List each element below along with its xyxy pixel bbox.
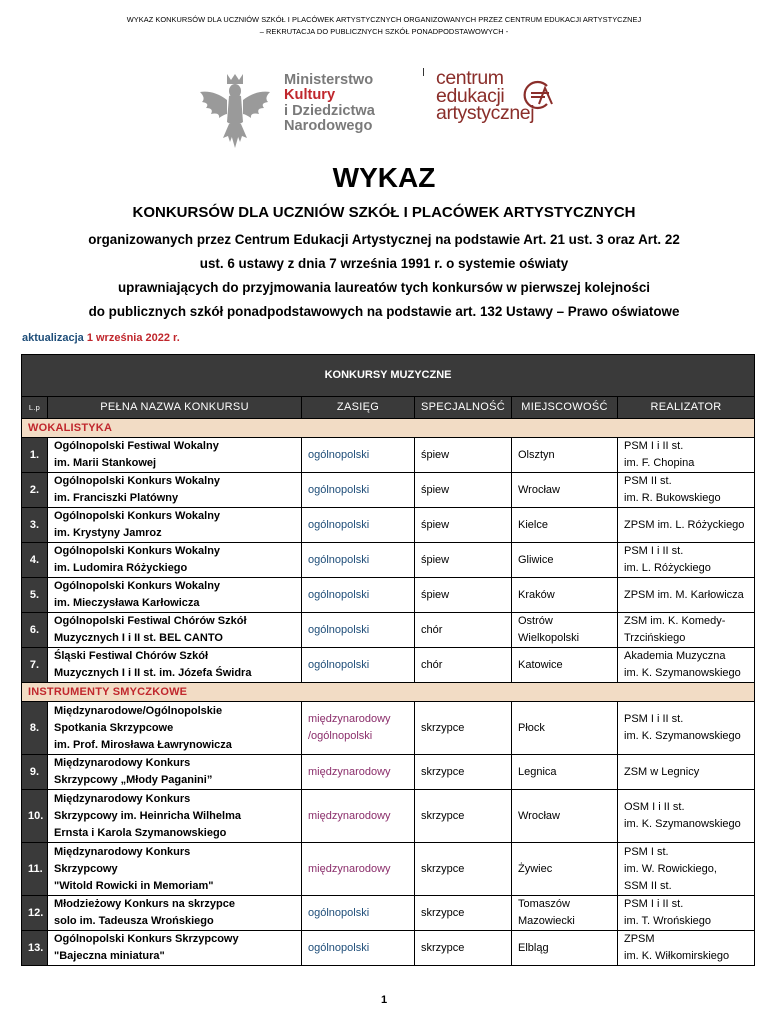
ministry-logo-line-4: Narodowego	[284, 118, 373, 135]
ministry-logo-text	[284, 73, 375, 135]
row-number: 1.	[22, 438, 48, 473]
row-number: 12.	[22, 896, 48, 931]
competition-specialty: skrzypce	[415, 702, 512, 755]
column-header-lp: L.p	[22, 397, 48, 419]
competition-organizer-line: im. F. Chopina	[624, 457, 695, 469]
competition-scope-line: ogólnopolski	[308, 658, 370, 671]
competition-scope-line: ogólnopolski	[308, 483, 370, 496]
table-row	[22, 613, 755, 648]
competition-name-line: Ogólnopolski Konkurs Wokalny	[54, 510, 221, 522]
competition-name-line: Ernsta i Karola Szymanowskiego	[54, 826, 227, 839]
competition-name-line: Ogólnopolski Festiwal Wokalny	[54, 440, 219, 452]
page-subtitle: KONKURSÓW DLA UCZNIÓW SZKÓŁ I PLACÓWEK ARTYSTYCZNYCH	[132, 204, 636, 221]
competition-specialty: chór	[415, 648, 512, 683]
competition-place	[512, 931, 618, 966]
table-row	[22, 648, 755, 683]
competition-name	[48, 438, 302, 473]
competition-organizer	[618, 648, 755, 683]
competition-place-line: Wrocław	[518, 809, 560, 822]
competition-organizer-line: im. L. Różyckiego	[624, 562, 711, 574]
competition-name-line: Międzynarodowy Konkurs	[54, 757, 191, 769]
competition-place-line: Elbląg	[518, 941, 549, 954]
table-row	[22, 702, 755, 755]
competition-place-line: Mazowiecki	[518, 915, 575, 927]
competition-organizer-line: ZPSM im. L. Różyckiego	[624, 518, 745, 531]
competition-specialty: śpiew	[415, 473, 512, 508]
competition-organizer-line: im. T. Wrońskiego	[624, 915, 712, 927]
table-row	[22, 790, 755, 843]
table-row	[22, 931, 755, 966]
description-line-4: do publicznych szkół ponadpodstawowych na podstawie art. 132 Ustawy – Prawo oświatowe	[88, 304, 680, 319]
row-number: 7.	[22, 648, 48, 683]
competition-name-line: "Witold Rowicki in Memoriam"	[54, 879, 214, 892]
competition-scope	[302, 473, 415, 508]
competition-name-line: Międzynarodowy Konkurs	[54, 792, 191, 805]
competition-scope	[302, 438, 415, 473]
competition-organizer	[618, 578, 755, 613]
column-header-row	[22, 397, 755, 419]
row-number: 9.	[22, 755, 48, 790]
competition-place-line: Tomaszów	[518, 898, 570, 910]
table-row	[22, 896, 755, 931]
row-number: 13.	[22, 931, 48, 966]
competition-scope-line: ogólnopolski	[308, 906, 370, 919]
competition-place-line: Ostrów	[518, 615, 553, 627]
table-row	[22, 508, 755, 543]
table-row	[22, 473, 755, 508]
competition-organizer	[618, 931, 755, 966]
competition-organizer	[618, 438, 755, 473]
polish-eagle-icon	[196, 70, 274, 150]
competition-name-line: Międzynarodowe/Ogólnopolskie	[54, 704, 223, 717]
competition-organizer-line: PSM I i II st.	[624, 713, 684, 725]
competition-specialty: śpiew	[415, 508, 512, 543]
competition-place-line: Katowice	[518, 658, 563, 671]
competition-organizer-line: ZSM w Legnicy	[624, 765, 700, 778]
competition-organizer	[618, 755, 755, 790]
description-line-1: organizowanych przez Centrum Edukacji Artystycznej na podstawie Art. 21 ust. 3 oraz Art. 22	[88, 232, 680, 247]
competition-organizer-line: SSM II st.	[624, 879, 672, 892]
competition-place	[512, 755, 618, 790]
competition-scope-line: międzynarodowy	[308, 713, 391, 725]
competition-scope	[302, 896, 415, 931]
competition-name	[48, 543, 302, 578]
competition-name-line: Skrzypcowy im. Heinricha Wilhelma	[54, 809, 241, 822]
cea-logo-line-2: edukacji	[436, 84, 505, 107]
row-number: 4.	[22, 543, 48, 578]
competition-scope	[302, 578, 415, 613]
competition-place	[512, 896, 618, 931]
competition-name-line: Spotkania Skrzypcowe	[54, 721, 174, 734]
competition-organizer-line: PSM I i II st.	[624, 545, 684, 557]
competition-name-line: im. Mieczysława Karłowicza	[54, 597, 200, 609]
competition-organizer-line: im. W. Rowickiego,	[624, 862, 717, 875]
competition-scope-line: /ogólnopolski	[308, 730, 373, 742]
competition-organizer-line: Trzcińskiego	[624, 632, 686, 644]
description-line-2: ust. 6 ustawy z dnia 7 września 1991 r. o systemie oświaty	[199, 256, 569, 271]
competition-scope	[302, 613, 415, 648]
competition-organizer	[618, 702, 755, 755]
competition-specialty: skrzypce	[415, 755, 512, 790]
competition-scope	[302, 790, 415, 843]
competition-place	[512, 843, 618, 896]
column-header-place: MIEJSCOWOŚĆ	[512, 397, 618, 419]
competition-scope-line: ogólnopolski	[308, 448, 370, 461]
competition-place-line: Kraków	[518, 588, 555, 601]
competition-place	[512, 702, 618, 755]
competition-scope	[302, 648, 415, 683]
table-row	[22, 755, 755, 790]
row-number: 5.	[22, 578, 48, 613]
competitions-table	[21, 354, 755, 966]
cea-logo-mark-icon	[519, 80, 555, 110]
competition-scope	[302, 755, 415, 790]
competition-name-line: Ogólnopolski Konkurs Wokalny	[54, 475, 221, 487]
logos	[0, 68, 768, 148]
competition-organizer-line: ZPSM	[624, 933, 655, 945]
competition-name-line: im. Prof. Mirosława Ławrynowicza	[54, 738, 232, 751]
competition-organizer-line: ZPSM im. M. Karłowicza	[624, 588, 744, 601]
page-number: 1	[380, 994, 388, 1006]
category-row	[22, 419, 755, 438]
competition-name-line: Śląski Festiwal Chórów Szkół	[54, 650, 209, 662]
row-number: 6.	[22, 613, 48, 648]
competition-place-line: Żywiec	[518, 862, 553, 875]
description-line-3: uprawniających do przyjmowania laureatów tych konkursów w pierwszej kolejności	[117, 280, 651, 295]
competition-name	[48, 578, 302, 613]
competition-name	[48, 931, 302, 966]
table-body	[22, 355, 755, 966]
column-header-organizer: REALIZATOR	[618, 397, 755, 419]
section-title: KONKURSY MUZYCZNE	[22, 355, 755, 397]
competition-place-line: Olsztyn	[518, 448, 555, 461]
competition-scope	[302, 931, 415, 966]
competition-organizer-line: PSM I i II st.	[624, 440, 684, 452]
competition-name-line: Młodzieżowy Konkurs na skrzypce	[54, 898, 235, 910]
competition-scope-line: ogólnopolski	[308, 518, 370, 531]
table-row	[22, 438, 755, 473]
ministry-logo-line-3: i Dziedzictwa	[284, 102, 375, 119]
ministry-logo-line-2: Kultury	[284, 87, 336, 104]
column-header-name: PEŁNA NAZWA KONKURSU	[48, 397, 302, 419]
competition-place	[512, 438, 618, 473]
competition-scope-line: ogólnopolski	[308, 588, 370, 601]
competition-scope	[302, 543, 415, 578]
competition-specialty: skrzypce	[415, 896, 512, 931]
header-note-line-1: WYKAZ KONKURSÓW DLA UCZNIÓW SZKÓŁ I PLACÓWEK ARTYSTYCZNYCH ORGANIZOWANYCH PRZEZ CENTRUM EDUKACJI ARTYSTYCZNEJ	[126, 15, 642, 24]
competition-name	[48, 702, 302, 755]
logo-divider	[423, 68, 424, 76]
competition-specialty: śpiew	[415, 438, 512, 473]
competition-place-line: Kielce	[518, 518, 548, 531]
competition-scope	[302, 508, 415, 543]
section-header-row	[22, 355, 755, 397]
competition-name-line: Ogólnopolski Konkurs Skrzypcowy	[54, 933, 239, 945]
competition-name-line: Ogólnopolski Konkurs Wokalny	[54, 580, 221, 592]
competition-place	[512, 508, 618, 543]
competition-name-line: Ogólnopolski Konkurs Wokalny	[54, 545, 221, 557]
category-row	[22, 683, 755, 702]
competition-name-line: solo im. Tadeusza Wrońskiego	[54, 915, 214, 927]
competition-place-line: Wielkopolski	[518, 632, 580, 644]
competition-name	[48, 648, 302, 683]
header-note-line-2: – REKRUTACJA DO PUBLICZNYCH SZKÓŁ PONADPODSTAWOWYCH -	[259, 27, 509, 36]
competition-organizer-line: OSM I i II st.	[624, 801, 685, 813]
row-number: 2.	[22, 473, 48, 508]
competition-specialty: skrzypce	[415, 843, 512, 896]
competition-name	[48, 843, 302, 896]
competition-place	[512, 578, 618, 613]
ministry-logo-line-1: Ministerstwo	[284, 72, 374, 88]
cea-logo-line-1: centrum	[436, 67, 504, 89]
competition-name-line: Muzycznych I i II st. BEL CANTO	[54, 632, 223, 644]
table-row	[22, 543, 755, 578]
competition-organizer-line: im. K. Szymanowskiego	[624, 730, 741, 742]
competition-organizer-line: im. K. Szymanowskiego	[624, 818, 741, 830]
competition-organizer-line: PSM II st.	[624, 475, 672, 487]
competition-place	[512, 790, 618, 843]
competition-organizer	[618, 790, 755, 843]
competition-organizer-line: PSM I i II st.	[624, 898, 684, 910]
table-row	[22, 843, 755, 896]
competition-name-line: im. Marii Stankowej	[54, 457, 157, 469]
competition-organizer	[618, 508, 755, 543]
column-header-specialty: SPECJALNOŚĆ	[415, 397, 512, 419]
update-label: aktualizacja	[22, 332, 84, 344]
competition-name-line: "Bajeczna miniatura"	[54, 950, 165, 962]
competition-place-line: Wrocław	[518, 483, 560, 496]
row-number: 11.	[22, 843, 48, 896]
competition-scope	[302, 843, 415, 896]
competition-name-line: im. Franciszki Platówny	[54, 492, 179, 504]
competition-scope-line: międzynarodowy	[308, 765, 391, 778]
competition-organizer	[618, 896, 755, 931]
competition-place	[512, 613, 618, 648]
category-label: WOKALISTYKA	[22, 419, 755, 438]
page-title: WYKAZ	[332, 162, 436, 193]
competition-name	[48, 613, 302, 648]
competition-name-line: Skrzypcowy	[54, 862, 118, 875]
competition-place	[512, 473, 618, 508]
row-number: 3.	[22, 508, 48, 543]
header-note	[0, 14, 768, 38]
competition-specialty: skrzypce	[415, 790, 512, 843]
competition-place	[512, 543, 618, 578]
competition-organizer	[618, 543, 755, 578]
competition-organizer	[618, 613, 755, 648]
competition-organizer-line: im. K. Szymanowskiego	[624, 667, 741, 679]
competition-place-line: Legnica	[518, 765, 557, 778]
update-date: 1 września 2022 r.	[86, 332, 180, 344]
competition-name-line: im. Krystyny Jamroz	[54, 527, 162, 539]
row-number: 8.	[22, 702, 48, 755]
competition-place-line: Płock	[518, 721, 545, 734]
competition-specialty: śpiew	[415, 543, 512, 578]
table-row	[22, 578, 755, 613]
competition-name	[48, 790, 302, 843]
competition-scope	[302, 702, 415, 755]
competition-scope-line: ogólnopolski	[308, 941, 370, 954]
cea-logo-line-3: artystycznej	[436, 102, 535, 124]
competition-name-line: im. Ludomira Różyckiego	[54, 562, 188, 574]
competition-name	[48, 473, 302, 508]
update-note	[22, 332, 180, 344]
row-number: 10.	[22, 790, 48, 843]
column-header-scope: ZASIĘG	[302, 397, 415, 419]
competition-scope-line: międzynarodowy	[308, 809, 391, 822]
competition-organizer-line: Akademia Muzyczna	[624, 650, 726, 662]
competition-organizer-line: PSM I st.	[624, 845, 669, 858]
competition-place-line: Gliwice	[518, 553, 554, 566]
competition-organizer-line: im. K. Wiłkomirskiego	[624, 950, 730, 962]
competition-name	[48, 896, 302, 931]
competition-organizer-line: im. R. Bukowskiego	[624, 492, 721, 504]
page-description	[0, 228, 768, 324]
competition-specialty: śpiew	[415, 578, 512, 613]
competition-scope-line: ogólnopolski	[308, 553, 370, 566]
competition-scope-line: ogólnopolski	[308, 623, 370, 636]
competition-specialty: skrzypce	[415, 931, 512, 966]
competition-place	[512, 648, 618, 683]
competition-organizer	[618, 843, 755, 896]
category-label: INSTRUMENTY SMYCZKOWE	[22, 683, 755, 702]
competition-name	[48, 755, 302, 790]
competition-organizer-line: ZSM im. K. Komedy-	[624, 615, 726, 627]
competition-specialty: chór	[415, 613, 512, 648]
competition-organizer	[618, 473, 755, 508]
competition-name	[48, 508, 302, 543]
competition-scope-line: międzynarodowy	[308, 862, 391, 875]
competition-name-line: Muzycznych I i II st. im. Józefa Świdra	[54, 667, 252, 679]
competition-name-line: Międzynarodowy Konkurs	[54, 845, 191, 858]
competition-name-line: Ogólnopolski Festiwal Chórów Szkół	[54, 615, 247, 627]
competition-name-line: Skrzypcowy „Młody Paganini”	[54, 774, 213, 786]
